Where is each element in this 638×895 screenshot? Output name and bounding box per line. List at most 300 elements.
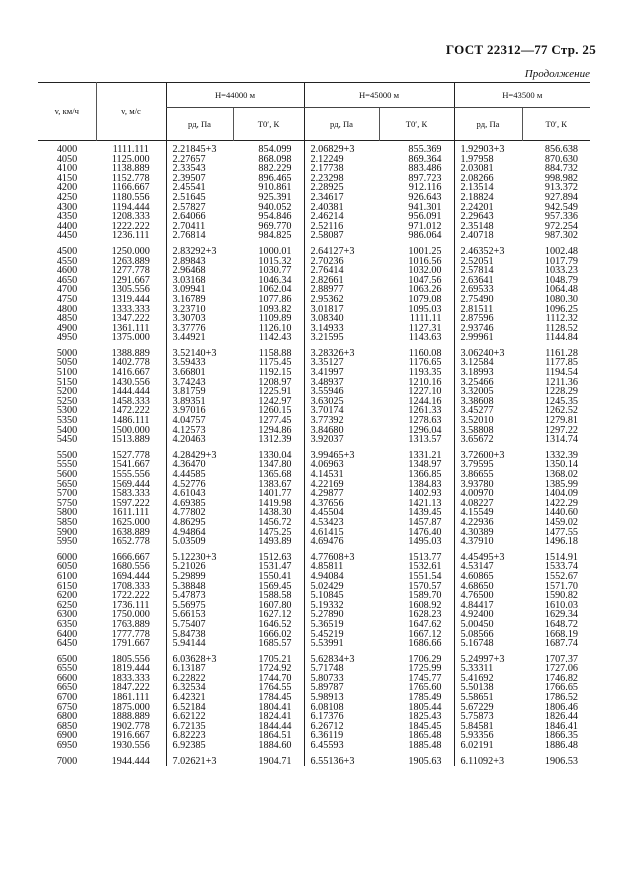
cell-t-1: 1260.15 bbox=[258, 405, 292, 417]
cell-t-1: 1493.89 bbox=[258, 536, 292, 548]
cell-p-1: 4.44585 bbox=[166, 470, 233, 480]
cell-v-ms: 1777.778 bbox=[111, 628, 150, 640]
cell-v-ms: 1236.111 bbox=[112, 230, 150, 242]
header-p-2: pд, Па bbox=[304, 108, 379, 141]
table-row bbox=[38, 435, 590, 445]
cell-p-1: 4.86295 bbox=[166, 518, 233, 528]
cell-v-kmh: 4050 bbox=[56, 153, 78, 165]
cell-p-2: 6.17376 bbox=[304, 712, 379, 722]
cell-t-3: 1786.52 bbox=[544, 692, 578, 704]
cell-p-1: 3.59433 bbox=[166, 358, 233, 368]
cell-t-2: 1765.60 bbox=[408, 682, 442, 694]
header-v-ms: v, м/с bbox=[96, 83, 166, 141]
cell-t-3: 1727.06 bbox=[544, 663, 578, 675]
cell-p-1: 3.16789 bbox=[166, 295, 233, 305]
cell-t-3: 1766.65 bbox=[544, 682, 578, 694]
cell-t-3: 1017.79 bbox=[544, 255, 578, 267]
table-row bbox=[38, 231, 590, 241]
cell-p-2: 5.89787 bbox=[304, 683, 379, 693]
cell-t-3: 1314.74 bbox=[544, 434, 578, 446]
cell-t-3: 1459.02 bbox=[544, 516, 578, 528]
cell-p-1: 5.03509 bbox=[166, 537, 233, 547]
cell-t-1: 1365.68 bbox=[258, 469, 292, 480]
cell-v-kmh: 6300 bbox=[56, 609, 78, 621]
cell-t-1: 1225.91 bbox=[258, 386, 292, 398]
cell-t-3: 856.638 bbox=[544, 144, 578, 155]
cell-v-ms: 1583.333 bbox=[111, 488, 150, 500]
cell-p-1: 5.75407 bbox=[166, 620, 233, 630]
cell-t-2: 1278.63 bbox=[408, 415, 442, 427]
cell-t-2: 1210.16 bbox=[408, 376, 442, 388]
cell-v-ms: 1472.222 bbox=[111, 405, 150, 417]
cell-p-2: 6.08108 bbox=[304, 703, 379, 713]
cell-t-1: 1077.86 bbox=[258, 293, 292, 305]
cell-t-2: 1457.87 bbox=[408, 516, 442, 528]
header-p-1: pд, Па bbox=[166, 108, 233, 141]
cell-p-1: 4.36470 bbox=[166, 460, 233, 470]
cell-p-1: 4.61043 bbox=[166, 489, 233, 499]
cell-t-3: 913.372 bbox=[544, 182, 578, 194]
cell-t-1: 1744.70 bbox=[258, 672, 292, 684]
cell-t-3: 1552.67 bbox=[544, 570, 578, 582]
cell-v-ms: 1291.667 bbox=[111, 274, 150, 286]
cell-v-ms: 1875.000 bbox=[111, 701, 150, 713]
cell-t-3: 998.982 bbox=[544, 172, 578, 184]
cell-v-kmh: 4650 bbox=[56, 274, 78, 286]
table-row bbox=[38, 141, 590, 155]
cell-t-3: 1514.91 bbox=[544, 551, 578, 563]
cell-t-1: 1456.72 bbox=[258, 516, 292, 528]
cell-p-1: 6.42321 bbox=[166, 693, 233, 703]
cell-t-2: 1331.21 bbox=[408, 449, 442, 461]
header-t-1: T0′, К bbox=[233, 108, 304, 141]
cell-t-1: 1705.21 bbox=[258, 653, 292, 665]
cell-v-kmh: 6650 bbox=[56, 682, 78, 694]
cell-v-kmh: 4300 bbox=[56, 201, 78, 213]
cell-t-2: 1686.66 bbox=[408, 638, 442, 650]
cell-t-1: 925.391 bbox=[258, 191, 292, 203]
cell-v-kmh: 4450 bbox=[56, 230, 78, 242]
cell-t-2: 1421.13 bbox=[408, 497, 442, 509]
cell-t-2: 1001.25 bbox=[408, 245, 442, 257]
cell-p-2: 6.26712 bbox=[304, 722, 379, 732]
cell-p-3: 2.46352+3 bbox=[454, 247, 522, 257]
cell-v-kmh: 4600 bbox=[56, 265, 78, 277]
cell-p-1: 3.81759 bbox=[166, 387, 233, 397]
cell-t-2: 1608.92 bbox=[408, 599, 442, 611]
header-v-kmh: v, км/ч bbox=[54, 106, 79, 116]
cell-p-1: 5.21026 bbox=[166, 562, 233, 572]
cell-p-2: 3.28326+3 bbox=[304, 349, 379, 359]
cell-p-1: 2.27657 bbox=[166, 155, 233, 165]
cell-p-3: 5.50138 bbox=[454, 683, 522, 693]
cell-t-3: 1422.29 bbox=[544, 497, 578, 509]
cell-t-3: 1228.29 bbox=[544, 386, 578, 398]
cell-t-2: 1785.49 bbox=[408, 692, 442, 704]
cell-p-1: 5.38848 bbox=[166, 582, 233, 592]
cell-v-kmh: 6550 bbox=[56, 663, 78, 675]
cell-t-1: 1312.39 bbox=[258, 434, 292, 446]
cell-p-1: 3.44921 bbox=[166, 333, 233, 343]
cell-v-ms: 1486.111 bbox=[112, 415, 150, 427]
cell-t-3: 1648.72 bbox=[544, 618, 578, 630]
cell-t-2: 912.116 bbox=[408, 182, 442, 194]
cell-v-kmh: 5500 bbox=[56, 449, 78, 461]
cell-v-kmh: 6500 bbox=[56, 653, 78, 665]
cell-p-3: 4.92400 bbox=[454, 610, 522, 620]
cell-p-2: 6.45593 bbox=[304, 741, 379, 751]
cell-v-ms: 1208.333 bbox=[111, 211, 150, 223]
cell-t-1: 1724.92 bbox=[258, 663, 292, 675]
cell-p-3: 2.52051 bbox=[454, 257, 522, 267]
cell-t-2: 883.486 bbox=[408, 163, 442, 175]
cell-t-3: 957.336 bbox=[544, 211, 578, 223]
cell-t-3: 1194.54 bbox=[545, 367, 578, 379]
cell-v-kmh: 6750 bbox=[56, 701, 78, 713]
cell-p-1: 6.72135 bbox=[166, 722, 233, 732]
cell-v-ms: 1180.556 bbox=[111, 191, 150, 203]
cell-v-kmh: 6800 bbox=[56, 711, 78, 723]
cell-p-2: 4.94084 bbox=[304, 572, 379, 582]
cell-v-ms: 1819.444 bbox=[111, 663, 150, 675]
cell-p-3: 5.84581 bbox=[454, 722, 522, 732]
cell-t-3: 972.254 bbox=[544, 220, 578, 232]
cell-t-1: 1401.77 bbox=[258, 488, 292, 500]
cell-t-3: 1368.02 bbox=[544, 469, 578, 480]
cell-p-1: 2.33543 bbox=[166, 164, 233, 174]
cell-p-1: 3.89351 bbox=[166, 397, 233, 407]
cell-t-2: 956.091 bbox=[408, 211, 442, 223]
cell-v-ms: 1861.111 bbox=[112, 692, 150, 704]
cell-p-2: 4.77608+3 bbox=[304, 553, 379, 563]
cell-t-3: 1826.44 bbox=[544, 711, 578, 723]
cell-t-1: 1764.55 bbox=[258, 682, 292, 694]
cell-t-1: 954.846 bbox=[258, 211, 292, 223]
cell-v-kmh: 4750 bbox=[56, 293, 78, 305]
cell-t-3: 987.302 bbox=[544, 230, 578, 242]
cell-p-2: 4.85811 bbox=[304, 562, 379, 572]
cell-t-3: 1404.09 bbox=[544, 488, 578, 500]
cell-p-1: 3.97016 bbox=[166, 406, 233, 416]
cell-v-kmh: 6850 bbox=[56, 720, 78, 732]
cell-p-1: 6.32534 bbox=[166, 683, 233, 693]
cell-t-1: 882.229 bbox=[258, 163, 292, 175]
cell-t-2: 1570.57 bbox=[408, 580, 442, 592]
cell-p-3: 3.58808 bbox=[454, 426, 522, 436]
cell-t-2: 1476.40 bbox=[408, 526, 442, 538]
cell-t-2: 1366.85 bbox=[408, 469, 442, 480]
cell-p-2: 3.08340 bbox=[304, 314, 379, 324]
cell-t-3: 1846.41 bbox=[544, 720, 578, 732]
cell-v-ms: 1194.444 bbox=[111, 201, 150, 213]
cell-p-1: 3.03168 bbox=[166, 276, 233, 286]
cell-t-2: 926.643 bbox=[408, 191, 442, 203]
cell-v-ms: 1111.111 bbox=[112, 144, 149, 155]
cell-p-2: 2.40381 bbox=[304, 203, 379, 213]
cell-v-ms: 1680.556 bbox=[111, 561, 150, 573]
cell-v-kmh: 5650 bbox=[56, 478, 78, 490]
cell-p-3: 3.18993 bbox=[454, 368, 522, 378]
cell-p-3: 2.24201 bbox=[454, 203, 522, 213]
cell-v-kmh: 6250 bbox=[56, 599, 78, 611]
cell-p-1: 4.69385 bbox=[166, 499, 233, 509]
cell-p-1: 2.70411 bbox=[166, 222, 233, 232]
cell-p-3: 5.00450 bbox=[454, 620, 522, 630]
cell-v-kmh: 4400 bbox=[56, 220, 78, 232]
cell-t-1: 1142.43 bbox=[258, 332, 292, 344]
cell-v-kmh: 5450 bbox=[56, 434, 78, 446]
cell-t-3: 1096.25 bbox=[544, 303, 578, 315]
cell-t-2: 855.369 bbox=[408, 144, 442, 155]
cell-p-2: 3.01817 bbox=[304, 305, 379, 315]
cell-p-2: 2.34617 bbox=[304, 193, 379, 203]
cell-t-3: 1064.48 bbox=[544, 284, 578, 296]
cell-t-2: 1296.04 bbox=[408, 424, 442, 436]
cell-v-kmh: 5550 bbox=[56, 459, 78, 471]
cell-t-2: 1495.03 bbox=[408, 536, 442, 548]
cell-p-3: 2.87596 bbox=[454, 314, 522, 324]
cell-t-1: 1383.67 bbox=[258, 478, 292, 490]
cell-p-1: 4.52776 bbox=[166, 480, 233, 490]
cell-p-2: 3.92037 bbox=[304, 435, 379, 445]
cell-v-kmh: 5050 bbox=[56, 357, 78, 369]
cell-t-3: 1571.70 bbox=[544, 580, 578, 592]
cell-t-1: 1192.15 bbox=[258, 367, 292, 379]
cell-v-kmh: 5150 bbox=[56, 376, 78, 388]
header-t-3: T0′, К bbox=[522, 108, 590, 141]
cell-t-2: 897.723 bbox=[408, 172, 442, 184]
header-p-3: pд, Па bbox=[454, 108, 522, 141]
cell-t-2: 1845.45 bbox=[408, 720, 442, 732]
cell-t-1: 1475.25 bbox=[258, 526, 292, 538]
cell-t-1: 1347.80 bbox=[258, 459, 292, 471]
cell-p-3: 3.79595 bbox=[454, 460, 522, 470]
cell-t-2: 1261.33 bbox=[408, 405, 442, 417]
cell-p-3: 4.08227 bbox=[454, 499, 522, 509]
cell-p-2: 3.41997 bbox=[304, 368, 379, 378]
cell-p-2: 4.61415 bbox=[304, 528, 379, 538]
cell-t-1: 1438.30 bbox=[258, 507, 292, 519]
cell-t-3: 1144.84 bbox=[545, 332, 578, 344]
cell-p-1: 3.09941 bbox=[166, 285, 233, 295]
cell-t-3: 1746.82 bbox=[544, 672, 578, 684]
cell-t-2: 1143.63 bbox=[408, 332, 442, 344]
cell-v-ms: 1638.889 bbox=[111, 526, 150, 538]
cell-v-ms: 1694.444 bbox=[111, 570, 150, 582]
cell-v-kmh: 6700 bbox=[56, 692, 78, 704]
cell-t-3: 1177.85 bbox=[545, 357, 578, 369]
cell-t-3: 1033.23 bbox=[544, 265, 578, 277]
cell-v-ms: 1625.000 bbox=[111, 516, 150, 528]
cell-t-2: 1439.45 bbox=[408, 507, 442, 519]
cell-p-2: 3.14933 bbox=[304, 324, 379, 334]
cell-p-1: 6.13187 bbox=[166, 664, 233, 674]
cell-v-kmh: 5000 bbox=[56, 347, 78, 359]
cell-p-3: 3.12584 bbox=[454, 358, 522, 368]
cell-p-2: 4.37656 bbox=[304, 499, 379, 509]
cell-v-ms: 1722.222 bbox=[111, 590, 150, 602]
cell-t-1: 1277.45 bbox=[258, 415, 292, 427]
cell-v-ms: 1458.333 bbox=[111, 395, 150, 407]
cell-t-1: 1627.12 bbox=[258, 609, 292, 621]
cell-t-1: 1531.47 bbox=[258, 561, 292, 573]
cell-p-3: 2.75490 bbox=[454, 295, 522, 305]
cell-p-1: 6.62122 bbox=[166, 712, 233, 722]
cell-v-kmh: 6150 bbox=[56, 580, 78, 592]
cell-t-3: 1128.52 bbox=[545, 322, 578, 334]
cell-t-1: 1804.41 bbox=[258, 701, 292, 713]
cell-p-3: 3.72600+3 bbox=[454, 451, 522, 461]
cell-p-2: 2.52116 bbox=[304, 222, 379, 232]
cell-p-3: 2.13514 bbox=[454, 183, 522, 193]
cell-t-3: 1297.22 bbox=[544, 424, 578, 436]
cell-p-3: 5.41692 bbox=[454, 674, 522, 684]
cell-v-ms: 1402.778 bbox=[111, 357, 150, 369]
cell-v-kmh: 4000 bbox=[56, 144, 78, 155]
cell-v-ms: 1541.667 bbox=[111, 459, 150, 471]
cell-t-1: 1062.04 bbox=[258, 284, 292, 296]
cell-v-kmh: 5750 bbox=[56, 497, 78, 509]
cell-v-ms: 1375.000 bbox=[111, 332, 150, 344]
cell-p-3: 2.57814 bbox=[454, 266, 522, 276]
cell-p-2: 5.53991 bbox=[304, 639, 379, 649]
cell-t-1: 984.825 bbox=[258, 230, 292, 242]
cell-t-2: 1384.83 bbox=[408, 478, 442, 490]
table-row bbox=[38, 537, 590, 547]
cell-t-2: 971.012 bbox=[408, 220, 442, 232]
cell-t-2: 1628.23 bbox=[408, 609, 442, 621]
cell-v-ms: 1319.444 bbox=[111, 293, 150, 305]
cell-t-2: 869.364 bbox=[408, 153, 442, 165]
cell-v-ms: 1430.556 bbox=[111, 376, 150, 388]
cell-v-ms: 1555.556 bbox=[111, 469, 150, 480]
cell-p-2: 2.76414 bbox=[304, 266, 379, 276]
cell-p-2: 4.53423 bbox=[304, 518, 379, 528]
cell-t-1: 910.861 bbox=[258, 182, 292, 194]
cell-t-1: 1126.10 bbox=[258, 322, 292, 334]
table-row bbox=[38, 741, 590, 751]
cell-t-3: 1477.55 bbox=[544, 526, 578, 538]
cell-p-1: 2.76814 bbox=[166, 231, 233, 241]
cell-t-1: 1093.82 bbox=[258, 303, 292, 315]
cell-v-kmh: 5200 bbox=[56, 386, 78, 398]
cell-t-2: 1745.77 bbox=[408, 672, 442, 684]
cell-p-2: 2.17738 bbox=[304, 164, 379, 174]
cell-p-3: 2.63641 bbox=[454, 276, 522, 286]
cell-v-kmh: 4850 bbox=[56, 313, 78, 325]
cell-v-kmh: 5600 bbox=[56, 469, 78, 480]
cell-v-ms: 1805.556 bbox=[111, 653, 150, 665]
cell-t-3: 1906.53 bbox=[544, 755, 578, 767]
cell-t-1: 1666.02 bbox=[258, 628, 292, 640]
cell-p-3: 3.38608 bbox=[454, 397, 522, 407]
cell-t-2: 1825.43 bbox=[408, 711, 442, 723]
cell-p-2: 5.98913 bbox=[304, 693, 379, 703]
header-group-2: H=45000 м bbox=[304, 83, 454, 108]
cell-v-kmh: 4350 bbox=[56, 211, 78, 223]
cell-t-1: 1569.45 bbox=[258, 580, 292, 592]
cell-t-2: 1667.12 bbox=[408, 628, 442, 640]
cell-v-kmh: 7000 bbox=[56, 755, 78, 767]
cell-t-1: 1607.80 bbox=[258, 599, 292, 611]
cell-t-3: 1533.74 bbox=[544, 561, 578, 573]
cell-t-1: 940.052 bbox=[258, 201, 292, 213]
cell-t-2: 1047.56 bbox=[408, 274, 442, 286]
cell-t-2: 1111.11 bbox=[409, 313, 442, 325]
continuation-label: Продолжение bbox=[524, 68, 590, 80]
cell-t-2: 1551.54 bbox=[408, 570, 442, 582]
cell-v-kmh: 6600 bbox=[56, 672, 78, 684]
cell-t-1: 1030.77 bbox=[258, 265, 292, 277]
cell-v-kmh: 4250 bbox=[56, 191, 78, 203]
cell-p-1: 3.52140+3 bbox=[166, 349, 233, 359]
cell-t-2: 1348.97 bbox=[408, 459, 442, 471]
cell-t-2: 1193.35 bbox=[408, 367, 442, 379]
cell-v-ms: 1138.889 bbox=[111, 163, 150, 175]
cell-t-1: 1784.45 bbox=[258, 692, 292, 704]
cell-p-2: 5.36519 bbox=[304, 620, 379, 630]
cell-p-3: 5.33311 bbox=[454, 664, 522, 674]
cell-v-ms: 1930.556 bbox=[111, 740, 150, 752]
cell-p-1: 3.37776 bbox=[166, 324, 233, 334]
cell-t-3: 884.732 bbox=[544, 163, 578, 175]
cell-p-3: 4.30389 bbox=[454, 528, 522, 538]
cell-t-2: 1532.61 bbox=[408, 561, 442, 573]
cell-p-3: 2.69533 bbox=[454, 285, 522, 295]
cell-v-ms: 1250.000 bbox=[111, 245, 150, 257]
cell-p-3: 1.97958 bbox=[454, 155, 522, 165]
cell-v-kmh: 4150 bbox=[56, 172, 78, 184]
cell-t-1: 1175.45 bbox=[258, 357, 292, 369]
cell-p-3: 5.16748 bbox=[454, 639, 522, 649]
cell-t-3: 1687.74 bbox=[544, 638, 578, 650]
cell-v-ms: 1736.111 bbox=[112, 599, 150, 611]
cell-t-1: 1512.63 bbox=[258, 551, 292, 563]
cell-v-kmh: 5800 bbox=[56, 507, 78, 519]
cell-t-1: 1844.44 bbox=[258, 720, 292, 732]
cell-p-1: 5.47873 bbox=[166, 591, 233, 601]
cell-p-3: 3.45277 bbox=[454, 406, 522, 416]
cell-p-1: 4.77802 bbox=[166, 508, 233, 518]
cell-p-1: 5.84738 bbox=[166, 630, 233, 640]
cell-p-2: 5.19332 bbox=[304, 601, 379, 611]
cell-p-3: 6.02191 bbox=[454, 741, 522, 751]
cell-v-kmh: 4700 bbox=[56, 284, 78, 296]
cell-v-ms: 1222.222 bbox=[111, 220, 150, 232]
cell-p-3: 4.60865 bbox=[454, 572, 522, 582]
cell-p-1: 5.94144 bbox=[166, 639, 233, 649]
cell-p-2: 4.45504 bbox=[304, 508, 379, 518]
cell-v-ms: 1263.889 bbox=[111, 255, 150, 267]
cell-p-2: 2.23298 bbox=[304, 174, 379, 184]
cell-t-1: 1015.32 bbox=[258, 255, 292, 267]
cell-v-ms: 1791.667 bbox=[111, 638, 150, 650]
cell-v-ms: 1944.444 bbox=[111, 755, 150, 767]
cell-p-1: 5.56975 bbox=[166, 601, 233, 611]
cell-v-kmh: 5100 bbox=[56, 367, 78, 379]
cell-p-3: 4.84417 bbox=[454, 601, 522, 611]
cell-t-2: 986.064 bbox=[408, 230, 442, 242]
cell-t-1: 1294.86 bbox=[258, 424, 292, 436]
cell-t-3: 1440.60 bbox=[544, 507, 578, 519]
cell-p-3: 2.81511 bbox=[454, 305, 522, 315]
cell-t-2: 1079.08 bbox=[408, 293, 442, 305]
cell-p-2: 5.80733 bbox=[304, 674, 379, 684]
cell-v-ms: 1333.333 bbox=[111, 303, 150, 315]
cell-v-ms: 1513.889 bbox=[111, 434, 150, 446]
cell-t-1: 1884.60 bbox=[258, 740, 292, 752]
cell-p-3: 2.29643 bbox=[454, 212, 522, 222]
